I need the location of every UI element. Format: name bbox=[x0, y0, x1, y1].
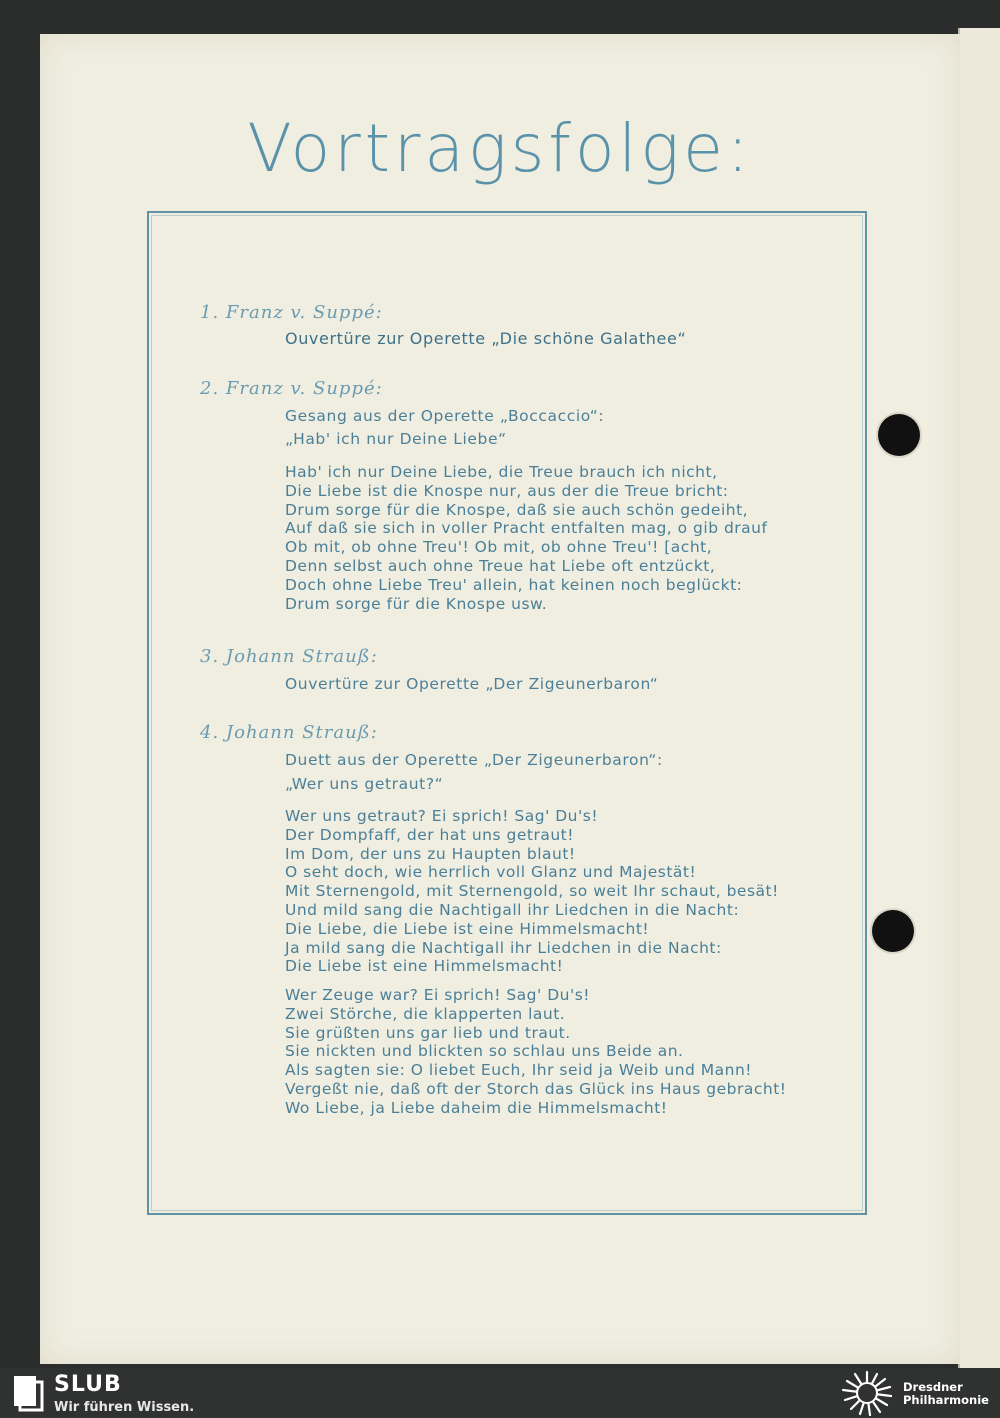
piece-2-lyrics bbox=[285, 463, 767, 613]
next-page-edge bbox=[958, 28, 1000, 1368]
composer-3: 3. Johann Strauß: bbox=[200, 646, 378, 667]
lyric-line: Drum sorge für die Knospe usw. bbox=[285, 594, 548, 613]
lyric-line: Mit Sternengold, mit Sternengold, so weit Ihr schaut, besät! bbox=[285, 882, 779, 901]
slub-logo-icon bbox=[12, 1374, 44, 1412]
lyric-line: Wo Liebe, ja Liebe daheim die Himmelsmacht! bbox=[285, 1098, 668, 1117]
piece-2-title: Gesang aus der Operette „Boccaccio“: bbox=[285, 407, 605, 425]
lyric-line: Doch ohne Liebe Treu' allein, hat keinen noch beglückt: bbox=[285, 575, 743, 594]
lyric-line: Wer Zeuge war? Ei sprich! Sag' Du's! bbox=[285, 986, 591, 1004]
composer-1: 1. Franz v. Suppé: bbox=[200, 302, 383, 323]
lyric-line: Und mild sang die Nachtigall ihr Liedchen in die Nacht: bbox=[285, 900, 740, 919]
composer-4: 4. Johann Strauß: bbox=[200, 722, 378, 743]
lyric-line: Wer uns getraut? Ei sprich! Sag' Du's! bbox=[285, 807, 599, 825]
lyric-line: O seht doch, wie herrlich voll Glanz und Majestät! bbox=[285, 863, 697, 882]
lyric-line: Die Liebe ist die Knospe nur, aus der die Treue bricht: bbox=[285, 481, 729, 500]
lyric-line: Die Liebe ist eine Himmelsmacht! bbox=[285, 957, 564, 976]
philharmonie-line-1: Dresdner bbox=[903, 1380, 963, 1394]
punch-hole bbox=[878, 414, 920, 456]
piece-4-title: Duett aus der Operette „Der Zigeunerbaron“: bbox=[285, 751, 663, 769]
lyric-line: Vergeßt nie, daß oft der Storch das Glück ins Haus gebracht! bbox=[285, 1079, 787, 1098]
composer-2: 2. Franz v. Suppé: bbox=[200, 378, 383, 399]
lyric-line: Drum sorge für die Knospe, daß sie auch schön gedeiht, bbox=[285, 500, 749, 519]
slub-logo-text: SLUB bbox=[54, 1372, 122, 1397]
lyric-line: Ja mild sang die Nachtigall ihr Liedchen in die Nacht: bbox=[285, 938, 722, 957]
lyric-line: Denn selbst auch ohne Treue hat Liebe oft entzückt, bbox=[285, 556, 716, 575]
piece-4-lyrics-verse-2 bbox=[285, 986, 787, 1118]
piece-2-subtitle: „Hab' ich nur Deine Liebe“ bbox=[285, 430, 507, 448]
piece-4-lyrics-verse-1 bbox=[285, 807, 779, 976]
philharmonie-sunburst-icon bbox=[840, 1370, 894, 1416]
lyric-line: Der Dompfaff, der hat uns getraut! bbox=[285, 825, 574, 844]
lyric-line: Im Dom, der uns zu Haupten blaut! bbox=[285, 844, 576, 863]
lyric-line: Auf daß sie sich in voller Pracht entfalten mag, o gib drauf bbox=[285, 519, 768, 538]
piece-4-subtitle: „Wer uns getraut?“ bbox=[285, 775, 444, 793]
slub-claim: Wir führen Wissen. bbox=[54, 1400, 195, 1415]
lyric-line: Zwei Störche, die klapperten laut. bbox=[285, 1004, 566, 1023]
philharmonie-line-2: Philharmonie bbox=[903, 1393, 989, 1407]
lyric-line: Ob mit, ob ohne Treu'! Ob mit, ob ohne Treu'! [acht, bbox=[285, 538, 713, 557]
lyric-line: Die Liebe, die Liebe ist eine Himmelsmacht! bbox=[285, 919, 650, 938]
piece-1-title: Ouvertüre zur Operette „Die schöne Galathee“ bbox=[285, 329, 687, 348]
lyric-line: Sie grüßten uns gar lieb und traut. bbox=[285, 1023, 571, 1042]
lyric-line: Sie nickten und blickten so schlau uns Beide an. bbox=[285, 1042, 684, 1061]
piece-3-title: Ouvertüre zur Operette „Der Zigeunerbaron“ bbox=[285, 675, 659, 693]
lyric-line: Als sagten sie: O liebet Euch, Ihr seid ja Weib und Mann! bbox=[285, 1061, 753, 1080]
philharmonie-logo-text bbox=[903, 1381, 989, 1407]
lyric-line: Hab' ich nur Deine Liebe, die Treue brauch ich nicht, bbox=[285, 463, 718, 481]
punch-hole bbox=[872, 910, 914, 952]
page-title: Vortragsfolge: bbox=[247, 110, 753, 187]
